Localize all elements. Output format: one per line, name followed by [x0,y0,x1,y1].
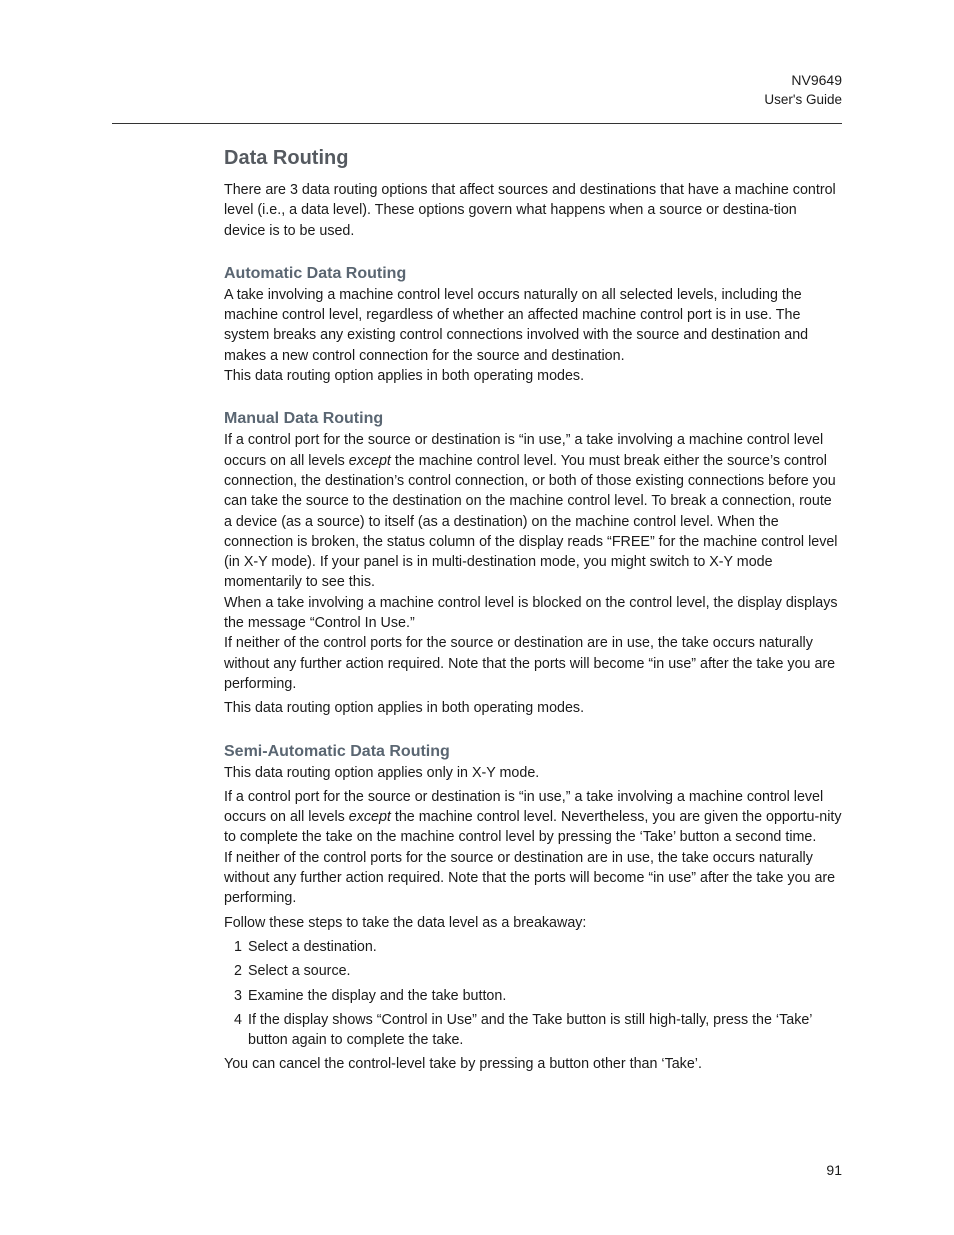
list-item [224,1010,842,1051]
header-rule [112,123,842,124]
step-text: Select a source. [248,963,351,980]
step-text: If the display shows “Control in Use” and the Take button is still high-tally, press the ‘Take’ button again to complete the take. [248,1011,812,1049]
page-number: 91 [826,1162,842,1178]
semi-heading: Semi-Automatic Data Routing [224,742,450,760]
semi-paragraph-3: If neither of the control ports for the source or destination are in use, the take occurs naturally without any further action required. Note that the ports will become “in use” after the take you are performing. [224,849,836,907]
step-number: 1 [234,938,242,955]
manual-paragraph-1 [224,430,842,592]
semi-section [224,741,842,1075]
page-content [224,144,842,1075]
header-guide: User's Guide [764,92,842,107]
manual-paragraph-4: This data routing option applies in both operating modes. [224,700,585,717]
list-item [224,986,842,1006]
semi-p2-emphasis: except [348,809,391,826]
manual-p1-start: If a control port for the source or destination is “in use,” a take involving a machine control level occurs on all levels [224,432,824,469]
semi-paragraph-2 [224,787,842,848]
automatic-paragraph-2: This data routing option applies in both operating modes. [224,368,585,385]
step-text: Examine the display and the take button. [248,987,507,1004]
step-number: 2 [234,963,242,980]
manual-p1-emphasis: except [348,452,391,469]
list-item [224,937,842,957]
semi-p2-end: the machine control level. Nevertheless, you are given the opportu-nity to complete the take on the machine control level by pressing the ‘Take’ button a second time. [224,809,842,846]
automatic-section [224,263,842,386]
semi-p2-start: If a control port for the source or destination is “in use,” a take involving a machine control level occurs on all levels [224,788,824,826]
manual-p1-end: the machine control level. You must break either the source’s control connection, the destination’s control connection, or both of those existing connections before you can take the source to the destination on the machine control level. To break a connection, route a device (as a source) to itself (as a destination) on the machine control level. When the connection is broken, the status column of the display reads “FREE” for the machine control level (in X-Y mode). If your panel is in multi-destination mode, you might switch to X-Y mode momentarily to see this. [224,452,838,591]
steps-list [224,937,842,1050]
automatic-heading: Automatic Data Routing [224,264,407,282]
manual-heading: Manual Data Routing [224,410,384,428]
header-product: NV9649 [791,72,842,88]
manual-paragraph-3: If neither of the control ports for the source or destination are in use, the take occurs naturally without any further action required. Note that the ports will become “in use” after the take you are performing. [224,635,836,692]
step-number: 4 [234,1011,242,1028]
page-title: Data Routing [224,147,349,169]
page-header [764,70,842,110]
manual-paragraph-2: When a take involving a machine control level is blocked on the control level, the display displays the message “Control In Use.” [224,594,838,632]
automatic-paragraph-1: A take involving a machine control level occurs naturally on all selected levels, including the machine control level, regardless of whether an affected machine control port is in use. The system breaks any existing control connections involved with the source and destination and makes a new control connection for the source and destination. [224,286,809,364]
manual-section [224,408,842,718]
intro-paragraph: There are 3 data routing options that affect sources and destinations that have a machine control level (i.e., a data level). These options govern what happens when a source or destina-tion device is to be used. [224,182,836,239]
step-text: Select a destination. [248,938,377,955]
step-number: 3 [234,987,242,1004]
semi-paragraph-5: You can cancel the control-level take by pressing a button other than ‘Take’. [224,1056,702,1073]
semi-paragraph-4: Follow these steps to take the data level as a breakaway: [224,914,587,931]
list-item [224,961,842,981]
semi-paragraph-1: This data routing option applies only in X-Y mode. [224,764,540,781]
